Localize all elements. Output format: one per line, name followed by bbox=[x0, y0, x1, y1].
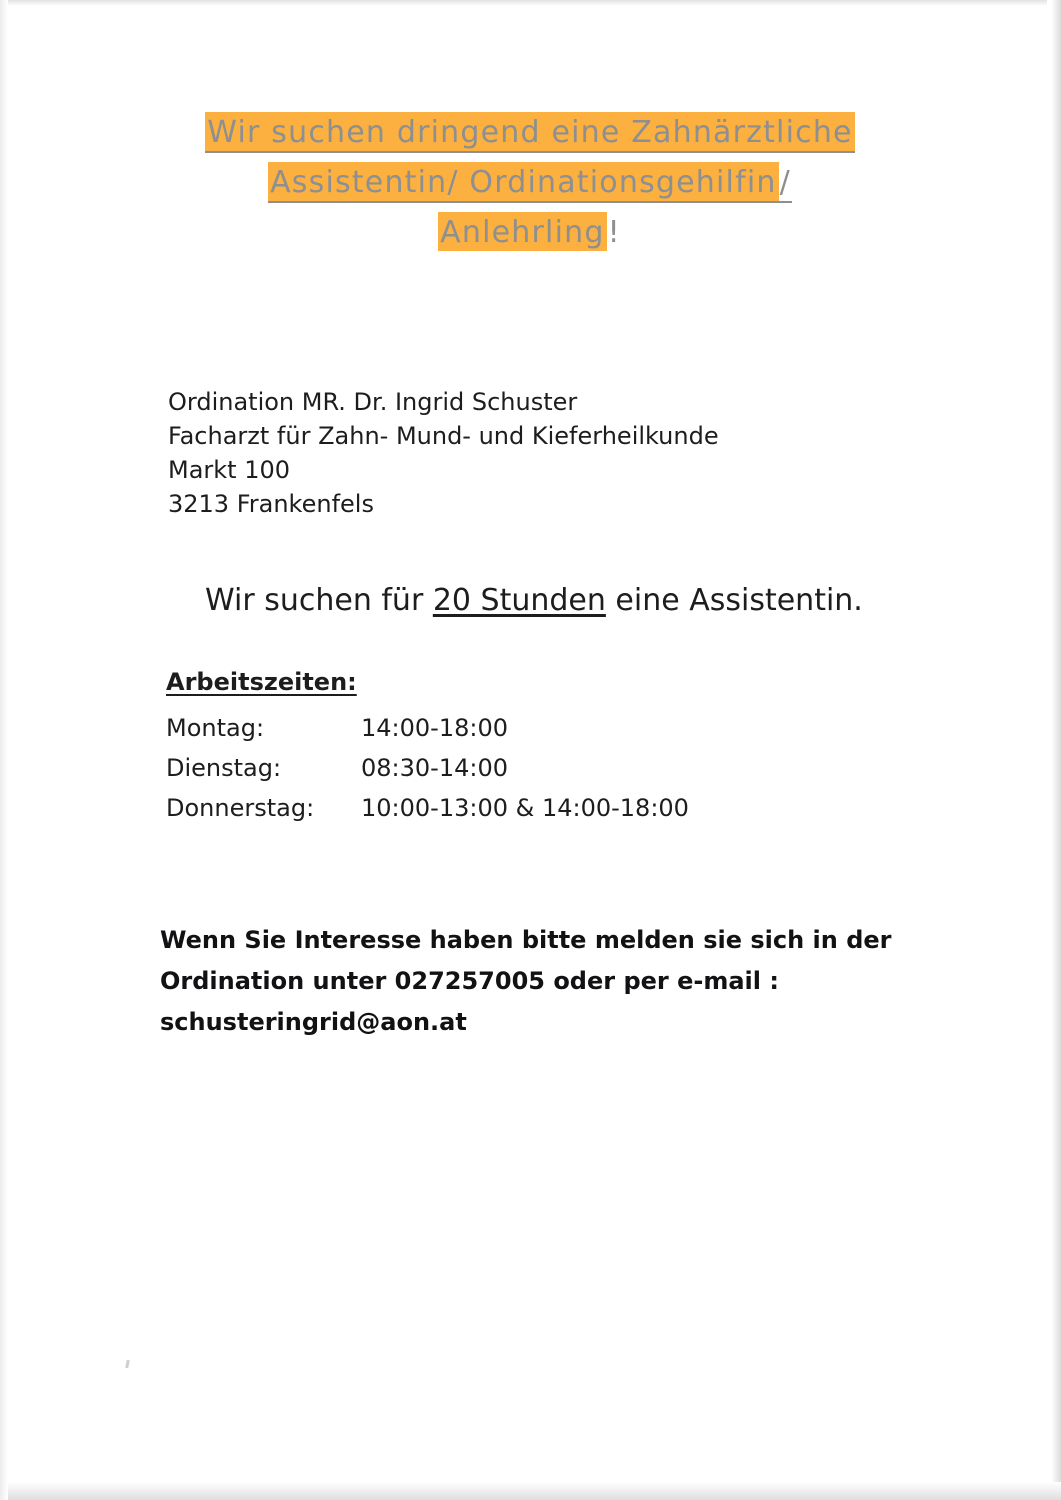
title-line-2-trailing: / bbox=[779, 162, 792, 203]
table-row bbox=[166, 708, 689, 748]
hours-time-thursday: 10:00-13:00 & 14:00-18:00 bbox=[361, 794, 689, 822]
hours-time-monday: 14:00-18:00 bbox=[361, 714, 508, 742]
lead-after: eine Assistentin. bbox=[605, 583, 863, 618]
hours-table bbox=[166, 708, 689, 828]
hours-day-tuesday: Dienstag: bbox=[166, 754, 282, 782]
lead-before: Wir suchen für bbox=[205, 583, 433, 618]
hours-time-tuesday: 08:30-14:00 bbox=[361, 754, 508, 782]
practice-address bbox=[168, 385, 719, 521]
address-line-street: Markt 100 bbox=[168, 456, 291, 484]
scan-edge-right bbox=[1047, 0, 1061, 1500]
address-line-specialty: Facharzt für Zahn- Mund- und Kieferheilkunde bbox=[168, 422, 719, 450]
address-line-name: Ordination MR. Dr. Ingrid Schuster bbox=[168, 388, 578, 416]
scan-edge-left bbox=[0, 0, 8, 1500]
scan-edge-top bbox=[0, 0, 1061, 6]
contact-email: schusteringrid@aon.at bbox=[160, 1008, 467, 1036]
title-line-2 bbox=[150, 165, 910, 200]
lead-sentence bbox=[205, 583, 863, 618]
table-row bbox=[166, 748, 689, 788]
contact-line-1: Wenn Sie Interesse haben bitte melden sie sich in der bbox=[160, 926, 892, 954]
title-line-3 bbox=[150, 215, 910, 250]
table-row bbox=[166, 788, 689, 828]
address-line-city: 3213 Frankenfels bbox=[168, 490, 374, 518]
scan-edge-bottom bbox=[0, 1482, 1061, 1500]
hours-day-thursday: Donnerstag: bbox=[166, 794, 315, 822]
title-line-1-text: Wir suchen dringend eine Zahnärztliche bbox=[205, 112, 854, 153]
hours-day-monday: Montag: bbox=[166, 714, 265, 742]
scan-speck bbox=[125, 1360, 130, 1368]
title-line-3-text: Anlehrling bbox=[438, 212, 606, 251]
lead-hours-underlined: 20 Stunden bbox=[432, 583, 606, 618]
title-line-1 bbox=[150, 115, 910, 150]
contact-line-2: Ordination unter 027257005 oder per e-mail : bbox=[160, 967, 779, 995]
title-line-2-text: Assistentin/ Ordinationsgehilfin bbox=[268, 162, 779, 203]
hours-heading: Arbeitszeiten: bbox=[166, 668, 357, 696]
title-line-3-trailing: ! bbox=[607, 215, 621, 250]
document-title bbox=[150, 115, 910, 268]
contact-paragraph bbox=[160, 920, 900, 1043]
